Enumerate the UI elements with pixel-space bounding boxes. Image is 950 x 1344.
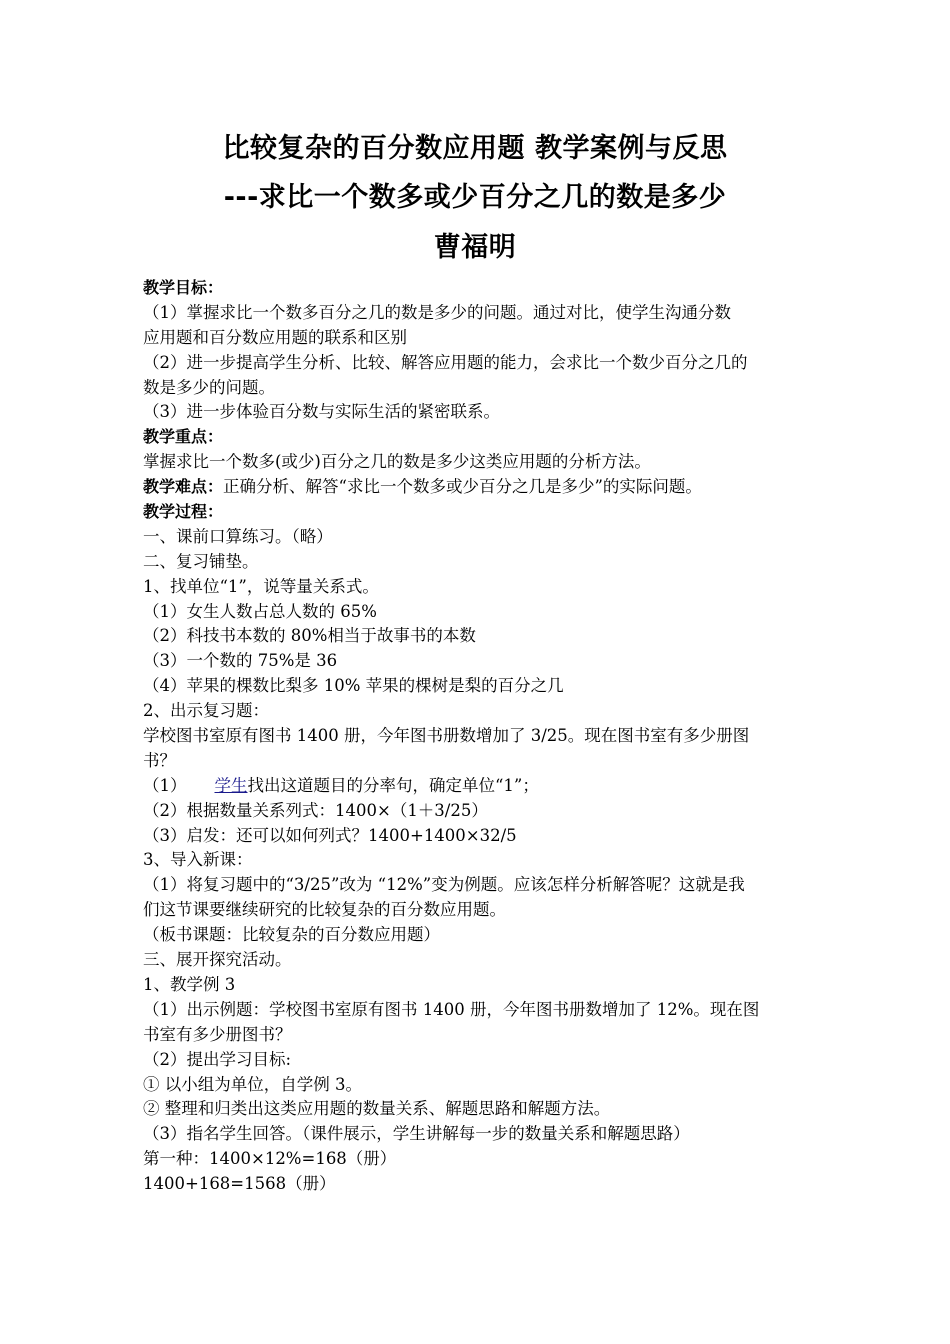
keypoint-heading: 教学重点： bbox=[143, 427, 224, 447]
paragraph-line: （3）进一步体验百分数与实际生活的紧密联系。 bbox=[143, 402, 500, 422]
paragraph-line: 二、复习铺垫。 bbox=[143, 551, 259, 571]
paragraph-line: （3）指名学生回答。（课件展示，学生讲解每一步的数量关系和解题思路） bbox=[143, 1124, 690, 1144]
paragraph-line: 2、出示复习题： bbox=[143, 701, 269, 721]
difficulty-text: 正确分析、解答“求比一个数多或少百分之几是多少”的实际问题。 bbox=[223, 477, 702, 497]
paragraph-line: ② 整理和归类出这类应用题的数量关系、解题思路和解题方法。 bbox=[143, 1099, 611, 1119]
paragraph-line: （2）进一步提高学生分析、比较、解答应用题的能力，会求比一个数少百分之几的 bbox=[143, 352, 748, 372]
document-body bbox=[143, 276, 811, 1197]
paragraph-line: （4）苹果的棵数比梨多 10% 苹果的棵树是梨的百分之几 bbox=[143, 676, 564, 696]
paragraph-line-with-link bbox=[143, 774, 811, 799]
author-name: 曹福明 bbox=[433, 232, 517, 263]
paragraph-line: 第一种：1400×12%=168（册） bbox=[143, 1149, 397, 1169]
paragraph-line: 1、找单位“1”，说等量关系式。 bbox=[143, 576, 379, 596]
paragraph-line: （1）女生人数占总人数的 65% bbox=[143, 601, 377, 621]
paragraph-line: 书室有多少册图书？ bbox=[143, 1024, 292, 1044]
paragraph-line: （2）科技书本数的 80%相当于故事书的本数 bbox=[143, 626, 476, 646]
process-heading: 教学过程： bbox=[143, 502, 224, 522]
paragraph-line: ① 以小组为单位，自学例 3。 bbox=[143, 1074, 362, 1094]
document-subtitle: ---求比一个数多或少百分之几的数是多少 bbox=[223, 182, 727, 213]
difficulty-heading: 教学难点： bbox=[143, 477, 224, 497]
paragraph-line: 数是多少的问题。 bbox=[143, 377, 275, 397]
paragraph-line: （板书课题：比较复杂的百分数应用题） bbox=[143, 925, 440, 945]
paragraph-line: （2）根据数量关系列式：1400×（1＋3/25） bbox=[143, 800, 488, 820]
paragraph-line: 应用题和百分数应用题的联系和区别 bbox=[143, 327, 407, 347]
item-text: 找出这道题目的分率句，确定单位“1”； bbox=[247, 775, 539, 795]
paragraph-line: 1400+168=1568（册） bbox=[143, 1174, 336, 1194]
paragraph-line: （3）一个数的 75%是 36 bbox=[143, 651, 338, 671]
paragraph-line: 书？ bbox=[143, 750, 176, 770]
paragraph-line: 一、课前口算练习。（略） bbox=[143, 526, 333, 546]
paragraph-line: 学校图书室原有图书 1400 册，今年图书册数增加了 3/25。现在图书室有多少册图 bbox=[143, 726, 750, 746]
paragraph-line: 掌握求比一个数多(或少)百分之几的数是多少这类应用题的分析方法。 bbox=[143, 452, 651, 472]
paragraph-line: （3）启发：还可以如何列式？1400+1400×32/5 bbox=[143, 825, 517, 845]
difficulty-line bbox=[143, 475, 811, 500]
document-title: 比较复杂的百分数应用题 教学案例与反思 bbox=[222, 133, 728, 164]
paragraph-line: （1）将复习题中的“3/25”改为 “12%”变为例题。应该怎样分析解答呢？这就是我 bbox=[143, 875, 745, 895]
paragraph-line: （1）掌握求比一个数多百分之几的数是多少的问题。通过对比，使学生沟通分数 bbox=[143, 302, 731, 322]
item-prefix: （1） bbox=[143, 775, 187, 795]
student-link[interactable]: 学生 bbox=[214, 775, 248, 795]
objectives-heading: 教学目标： bbox=[143, 278, 224, 297]
paragraph-line: （1）出示例题：学校图书室原有图书 1400 册，今年图书册数增加了 12%。现在图 bbox=[143, 999, 760, 1019]
paragraph-line: （2）提出学习目标: bbox=[143, 1049, 292, 1069]
paragraph-line: 3、导入新课： bbox=[143, 850, 253, 870]
paragraph-line: 们这节课要继续研究的比较复杂的百分数应用题。 bbox=[143, 900, 506, 920]
paragraph-line: 三、展开探究活动。 bbox=[143, 950, 292, 970]
paragraph-line: 1、教学例 3 bbox=[143, 974, 236, 994]
